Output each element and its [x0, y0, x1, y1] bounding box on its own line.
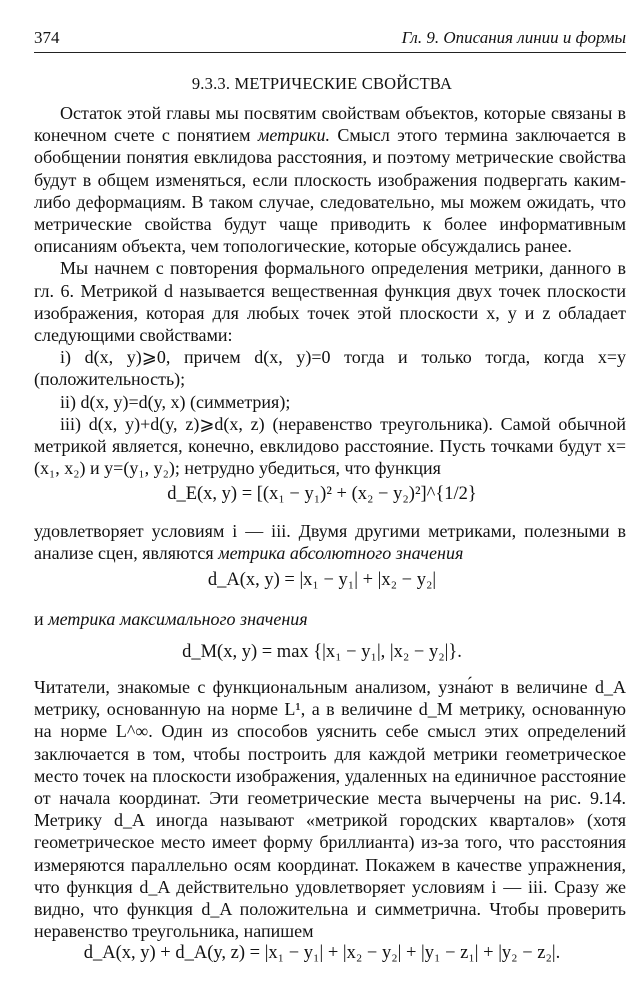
text-block-3 — [34, 608, 626, 630]
section-title: 9.3.3. МЕТРИЧЕСКИЕ СВОЙСТВА — [191, 74, 453, 93]
paragraph-definition: Мы начнем с повторения формального определения метрики, данного в гл. 6. Метрикой d называется вещественная функция двух точек плоскости изображения, которая для любых точек этой плоскости x, y и z обладает следующими свойствами: — [34, 258, 626, 346]
property-symmetry: ii) d(x, y)=d(y, x) (симметрия); — [60, 391, 291, 412]
property-positivity: i) d(x, y)⩾0, причем d(x, y)=0 тогда и только тогда, когда x=y (положительность); — [34, 347, 626, 390]
paragraph-other-metrics: удовлетворяет условиям i — iii. Двумя другими метриками, полезными в анализе сцен, являются метрика абсолютного значения — [34, 521, 626, 564]
formula-maximum: d_M(x, y) = max {|x₁ − y₁|, |x₂ − y₂|}. — [182, 642, 462, 662]
formula-sum: d_A(x, y) + d_A(y, z) = |x₁ − y₁| + |x₂ − y₂| + |y₁ − z₁| + |y₂ − z₂|. — [83, 943, 561, 963]
text-block-2 — [34, 520, 626, 564]
paragraph-max-metric: и метрика максимального значения — [34, 609, 308, 629]
text-block-4 — [34, 676, 626, 942]
text-block-1 — [34, 102, 626, 479]
property-triangle: iii) d(x, y)+d(y, z)⩾d(x, z) (неравенство треугольника). Самой обычной метрикой является, конечно, евклидово расстояние. Пусть точками будут x=(x₁, x₂) и y=(y₁, y₂); нетрудно убедиться, что функция — [34, 413, 626, 479]
paragraph-functional-analysis: Читатели, знакомые с функциональным анализом, узна́ют в величине d_A метрику, основанную на норме L¹, а в величине d_M метрику, основанную на норме L^∞. Один из способов уяснить себе смысл этих определений заключается в том, чтобы построить для каждой метрики геометрическое место точек на плоскости изображения, удаленных на единичное расстояние от начала координат. Эти геометрические места вычерчены на рис. 9.14. Метрику d_A иногда называют «метрикой городских кварталов» (хотя геометрическое место имеет форму бриллианта) из-за того, что расстояния измеряются параллельно осям координат. Покажем в качестве упражнения, что функция d_A действительно удовлетворяет условиям i — iii. Сразу же видно, что функция d_A положительна и симметрична. Чтобы проверить неравенство треугольника, напишем — [34, 677, 626, 942]
page-number: 374 — [34, 28, 60, 47]
page-header — [34, 28, 626, 53]
formula-euclidean: d_E(x, y) = [(x₁ − y₁)² + (x₂ − y₂)²]^{1/2} — [167, 484, 477, 504]
running-title: Гл. 9. Описания линии и формы — [401, 28, 626, 47]
formula-absolute: d_A(x, y) = |x₁ − y₁| + |x₂ − y₂| — [207, 570, 437, 590]
paragraph-intro: Остаток этой главы мы посвятим свойствам объектов, которые связаны в конечном счете с понятием метрики. Смысл этого термина заключается в обобщении понятия евклидова расстояния, и поэтому метрические свойства будут в общем изменяться, если плоскость изображения подвергать каким-либо деформациям. В таком случае, следовательно, мы можем ожидать, что метрические свойства будут чаще приводить к более информативным описаниям объекта, чем топологические, которые обсуждались ранее. — [34, 103, 626, 257]
